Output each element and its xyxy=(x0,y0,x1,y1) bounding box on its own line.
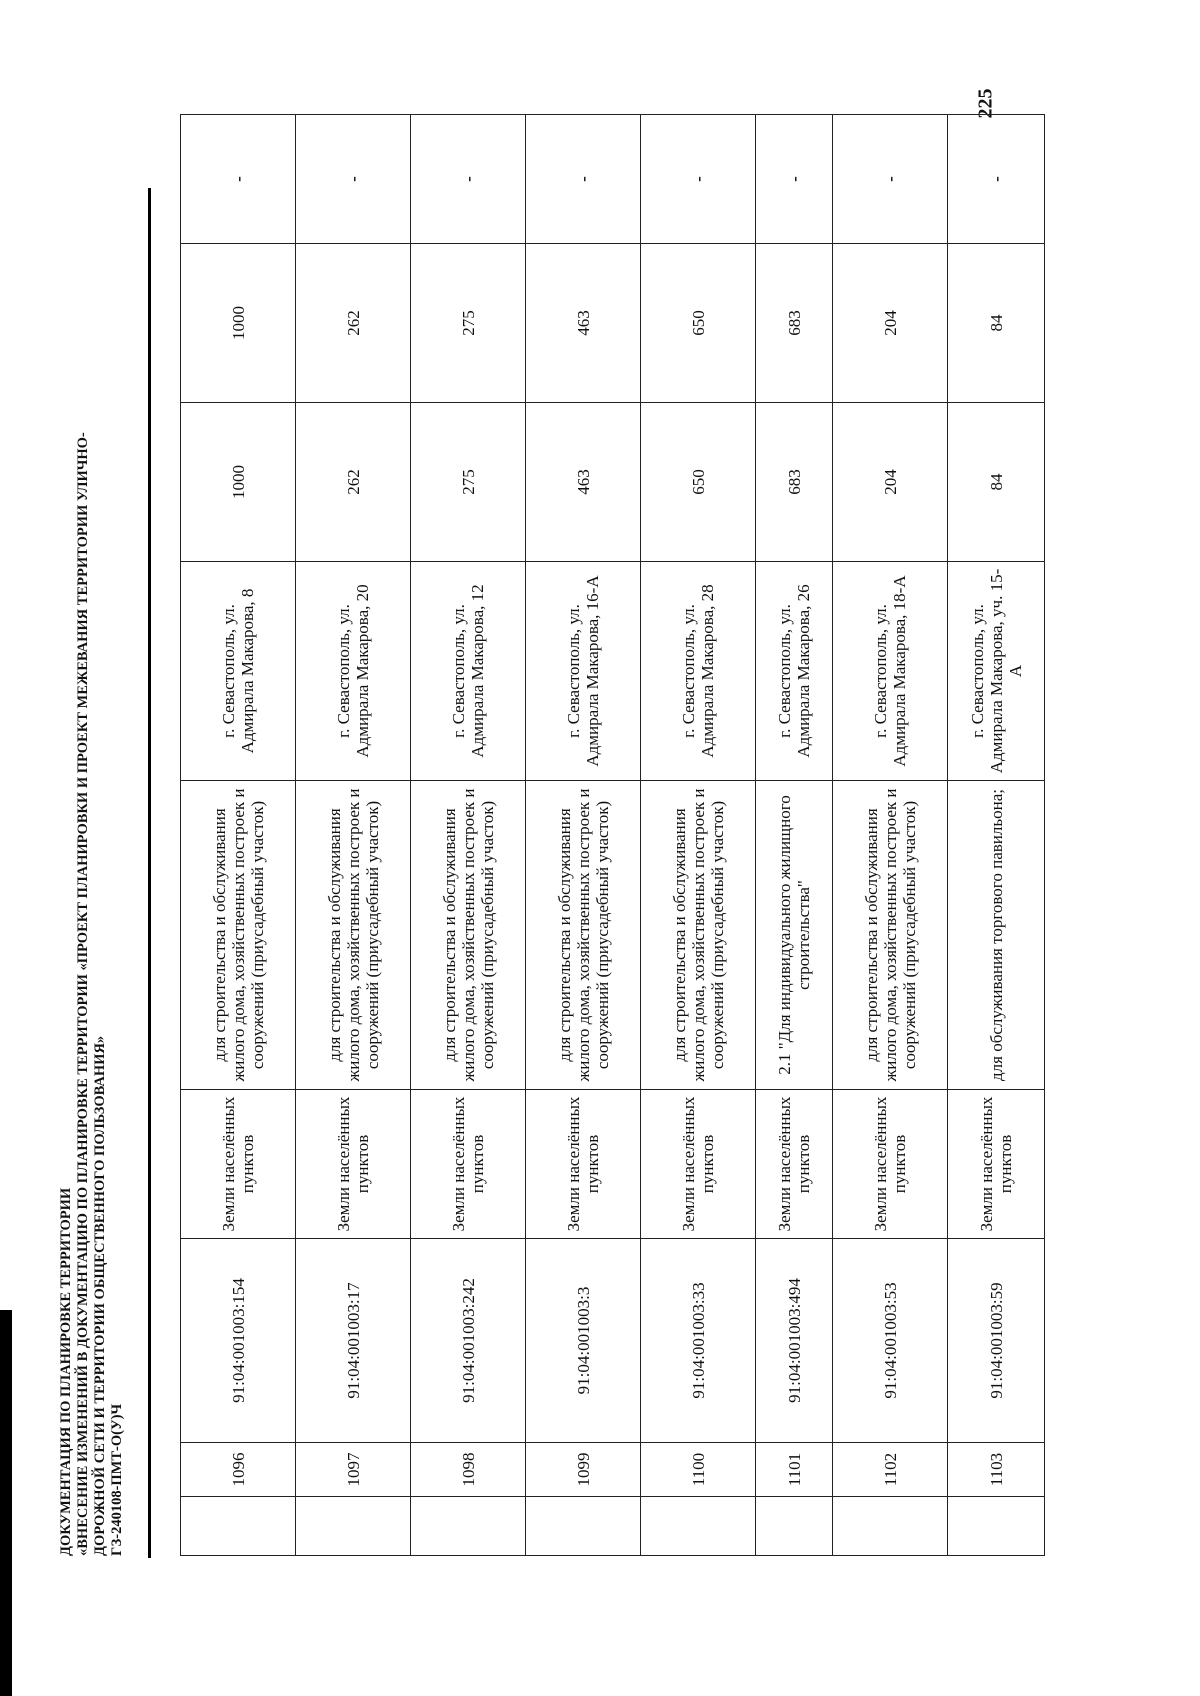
cell-cadastral: 91:04:001003:242 xyxy=(411,1239,526,1443)
cell-extra: - xyxy=(411,115,526,244)
cell-address: г. Севастополь, ул. Адмирала Макарова, 8 xyxy=(181,562,296,781)
cell-area-2: 275 xyxy=(411,244,526,403)
cell-category: Земли населённых пунктов xyxy=(948,1090,1045,1239)
cell-blank xyxy=(181,1497,296,1556)
table-row xyxy=(296,115,411,1556)
cell-address: г. Севастополь, ул. Адмирала Макарова, 16-А xyxy=(526,562,641,781)
cell-address: г. Севастополь, ул. Адмирала Макарова, 26 xyxy=(756,562,833,781)
cell-extra: - xyxy=(296,115,411,244)
cell-category: Земли населённых пунктов xyxy=(181,1090,296,1239)
cell-use: для обслуживания торгового павильона; xyxy=(948,781,1045,1090)
cell-cadastral: 91:04:001003:494 xyxy=(756,1239,833,1443)
cell-address: г. Севастополь, ул. Адмирала Макарова, 18-А xyxy=(833,562,948,781)
cell-address: г. Севастополь, ул. Адмирала Макарова, 28 xyxy=(641,562,756,781)
cell-blank xyxy=(641,1497,756,1556)
cell-extra: - xyxy=(641,115,756,244)
table-row xyxy=(756,115,833,1556)
cell-num: 1098 xyxy=(411,1443,526,1497)
cell-use: для строительства и обслуживания жилого дома, хозяйственных построек и сооружений (приусадебный участок) xyxy=(833,781,948,1090)
cell-num: 1102 xyxy=(833,1443,948,1497)
cell-area-1: 683 xyxy=(756,403,833,562)
parcel-table xyxy=(180,114,1045,1556)
cell-num: 1097 xyxy=(296,1443,411,1497)
cell-num: 1096 xyxy=(181,1443,296,1497)
rotated-sheet xyxy=(0,96,1100,1696)
cell-use: для строительства и обслуживания жилого дома, хозяйственных построек и сооружений (приусадебный участок) xyxy=(181,781,296,1090)
cell-category: Земли населённых пунктов xyxy=(756,1090,833,1239)
table-row xyxy=(526,115,641,1556)
table-row xyxy=(411,115,526,1556)
cell-address: г. Севастополь, ул. Адмирала Макарова, уч. 15-А xyxy=(948,562,1045,781)
table-row xyxy=(948,115,1045,1556)
document-header xyxy=(58,256,126,1556)
cell-cadastral: 91:04:001003:59 xyxy=(948,1239,1045,1443)
cell-area-1: 650 xyxy=(641,403,756,562)
cell-cadastral: 91:04:001003:17 xyxy=(296,1239,411,1443)
header-line: ДОРОЖНОЙ СЕТИ И ТЕРРИТОРИИ ОБЩЕСТВЕННОГО ПОЛЬЗОВАНИЯ» xyxy=(92,1035,108,1556)
cell-address: г. Севастополь, ул. Адмирала Макарова, 12 xyxy=(411,562,526,781)
cell-cadastral: 91:04:001003:154 xyxy=(181,1239,296,1443)
cell-cadastral: 91:04:001003:53 xyxy=(833,1239,948,1443)
cell-extra: - xyxy=(526,115,641,244)
cell-num: 1099 xyxy=(526,1443,641,1497)
cell-area-2: 683 xyxy=(756,244,833,403)
cell-extra: - xyxy=(948,115,1045,244)
table-row xyxy=(641,115,756,1556)
cell-extra: - xyxy=(756,115,833,244)
cell-area-1: 84 xyxy=(948,403,1045,562)
cell-area-1: 1000 xyxy=(181,403,296,562)
cell-area-2: 204 xyxy=(833,244,948,403)
cell-area-1: 275 xyxy=(411,403,526,562)
header-rule xyxy=(148,188,151,1558)
cell-area-1: 204 xyxy=(833,403,948,562)
cell-category: Земли населённых пунктов xyxy=(641,1090,756,1239)
cell-area-1: 262 xyxy=(296,403,411,562)
cell-use: для строительства и обслуживания жилого дома, хозяйственных построек и сооружений (приусадебный участок) xyxy=(641,781,756,1090)
cell-blank xyxy=(411,1497,526,1556)
cell-blank xyxy=(296,1497,411,1556)
page-number: 225 xyxy=(974,88,997,119)
table-row xyxy=(181,115,296,1556)
cell-area-2: 262 xyxy=(296,244,411,403)
cell-area-1: 463 xyxy=(526,403,641,562)
cell-category: Земли населённых пунктов xyxy=(296,1090,411,1239)
header-line: «ВНЕСЕНИЕ ИЗМЕНЕНИЙ В ДОКУМЕНТАЦИЮ ПО ПЛАНИРОВКЕ ТЕРРИТОРИИ «ПРОЕКТ ПЛАНИРОВКИ И ПРОЕКТ МЕЖЕВАНИЯ ТЕРРИТОРИИ УЛИЧНО- xyxy=(75,432,91,1556)
cell-category: Земли населённых пунктов xyxy=(526,1090,641,1239)
header-line: ДОКУМЕНТАЦИЯ ПО ПЛАНИРОВКЕ ТЕРРИТОРИИ xyxy=(58,1187,74,1556)
cell-cadastral: 91:04:001003:3 xyxy=(526,1239,641,1443)
cell-area-2: 84 xyxy=(948,244,1045,403)
cell-blank xyxy=(526,1497,641,1556)
cell-extra: - xyxy=(833,115,948,244)
cell-blank xyxy=(756,1497,833,1556)
cell-use: для строительства и обслуживания жилого дома, хозяйственных построек и сооружений (приусадебный участок) xyxy=(411,781,526,1090)
cell-category: Земли населённых пунктов xyxy=(833,1090,948,1239)
cell-area-2: 650 xyxy=(641,244,756,403)
header-line: ГЗ-240108-ПМТ-О(У)Ч xyxy=(109,1403,125,1556)
cell-area-2: 463 xyxy=(526,244,641,403)
cell-blank xyxy=(833,1497,948,1556)
cell-blank xyxy=(948,1497,1045,1556)
table-row xyxy=(833,115,948,1556)
cell-extra: - xyxy=(181,115,296,244)
cell-use: 2.1 "Для индивидуального жилищного строительства" xyxy=(756,781,833,1090)
cell-num: 1100 xyxy=(641,1443,756,1497)
cell-num: 1103 xyxy=(948,1443,1045,1497)
cell-use: для строительства и обслуживания жилого дома, хозяйственных построек и сооружений (приусадебный участок) xyxy=(526,781,641,1090)
cell-category: Земли населённых пунктов xyxy=(411,1090,526,1239)
cell-area-2: 1000 xyxy=(181,244,296,403)
cell-cadastral: 91:04:001003:33 xyxy=(641,1239,756,1443)
cell-use: для строительства и обслуживания жилого дома, хозяйственных построек и сооружений (приусадебный участок) xyxy=(296,781,411,1090)
cell-num: 1101 xyxy=(756,1443,833,1497)
cell-address: г. Севастополь, ул. Адмирала Макарова, 20 xyxy=(296,562,411,781)
